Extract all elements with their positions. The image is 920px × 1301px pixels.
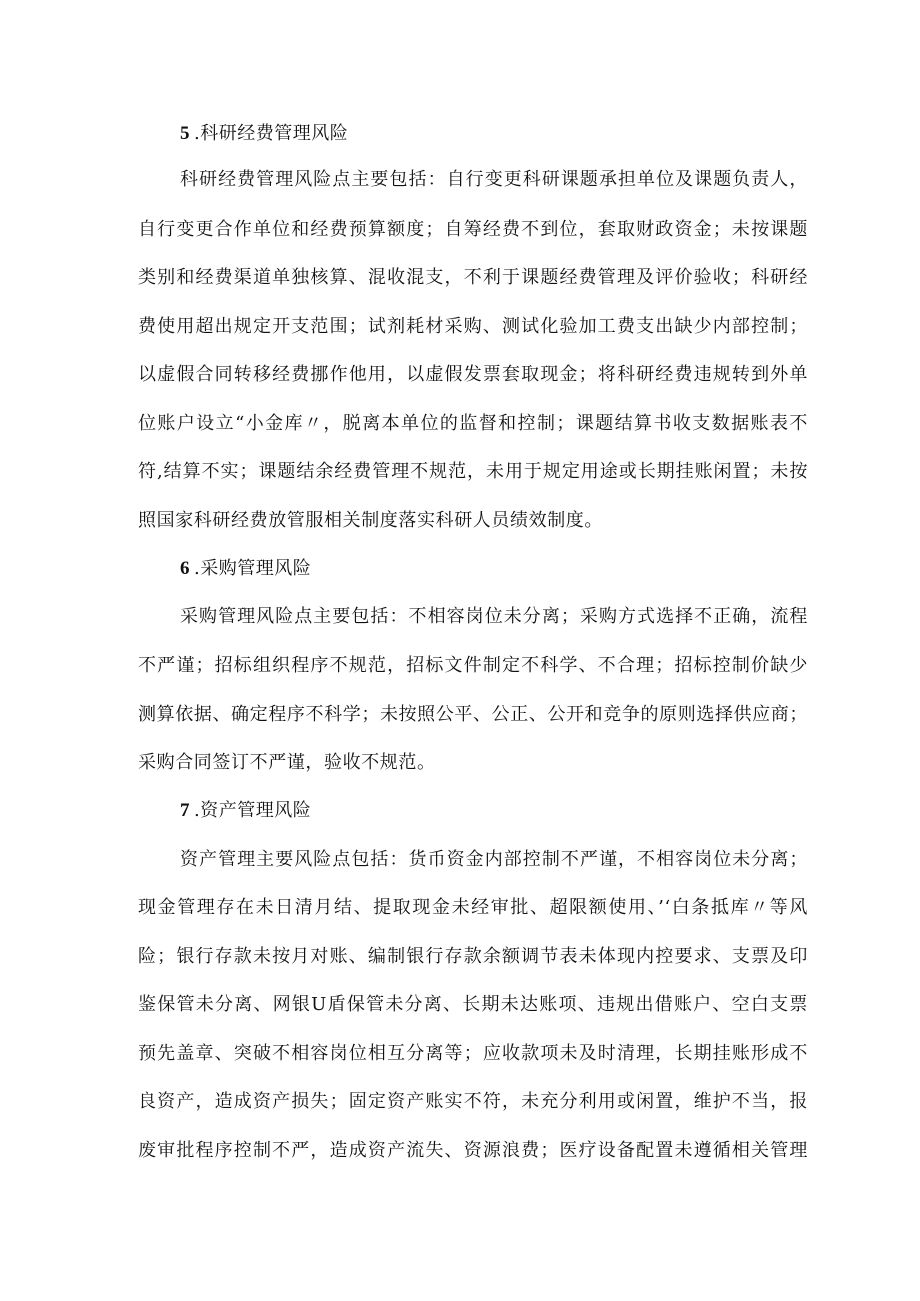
paragraph-line: 资产管理主要风险点包括：货币资金内部控制不严谨，不相容岗位未分离； [180,849,808,870]
paragraph-line: 良资产，造成资产损失；固定资产账实不符，未充分利用或闲置，维护不当，报 [138,1091,808,1112]
paragraph-line: 科研经费管理风险点主要包括：自行变更科研课题承担单位及课题负责人， [180,169,808,190]
paragraph-line: 自行变更合作单位和经费预算额度；自筹经费不到位，套取财政资金；未按课题 [138,219,808,240]
paragraph-line: 险；银行存款未按月对账、编制银行存款余额调节表未体现内控要求、支票及印 [138,946,808,967]
section-heading-5 [180,122,348,146]
paragraph-line: 费使用超出规定开支范围；试剂耗材采购、测试化验加工费支出缺少内部控制； [138,316,808,337]
section-heading-7 [180,799,311,823]
paragraph-line: 照国家科研经费放管服相关制度落实科研人员绩效制度。 [138,510,603,531]
paragraph-line: 采购管理风险点主要包括：不相容岗位未分离；采购方式选择不正确，流程 [180,606,808,627]
paragraph-line: 采购合同签订不严谨，验收不规范。 [138,752,436,773]
paragraph-line: 现金管理存在未日清月结、提取现金未经审批、超限额使用、’‘白条抵库〃等风 [138,897,808,918]
paragraph-line: 类别和经费渠道单独核算、混收混支，不利于课题经费管理及评价验收；科研经 [138,267,808,288]
section-number: 5 [180,123,190,144]
section-title: .科研经费管理风险 [194,123,349,144]
section-number: 6 [180,558,190,579]
paragraph-line: 鉴保管未分离、网银U盾保管未分离、长期未达账项、违规出借账户、空白支票 [138,994,808,1015]
section-number: 7 [180,800,190,821]
paragraph-line: 预先盖章、突破不相容岗位相互分离等；应收款项未及时清理，长期挂账形成不 [138,1043,808,1064]
section-title: .资产管理风险 [194,800,312,821]
paragraph-line: 测算依据、确定程序不科学；未按照公平、公正、公开和竞争的原则选择供应商； [138,704,808,725]
paragraph-line: 以虚假合同转移经费挪作他用，以虚假发票套取现金；将科研经费违规转到外单 [138,364,808,385]
section-title: .采购管理风险 [194,558,312,579]
paragraph-line: 符,结算不实；课题结余经费管理不规范，未用于规定用途或长期挂账闲置；未按 [138,461,808,482]
paragraph-line: 不严谨；招标组织程序不规范，招标文件制定不科学、不合理；招标控制价缺少 [138,655,808,676]
section-heading-6 [180,557,311,581]
paragraph-line: 位账户设立“小金库〃，脱离本单位的监督和控制；课题结算书收支数据账表不 [138,413,808,434]
paragraph-line: 废审批程序控制不严，造成资产流失、资源浪费；医疗设备配置未遵循相关管理 [138,1140,808,1161]
